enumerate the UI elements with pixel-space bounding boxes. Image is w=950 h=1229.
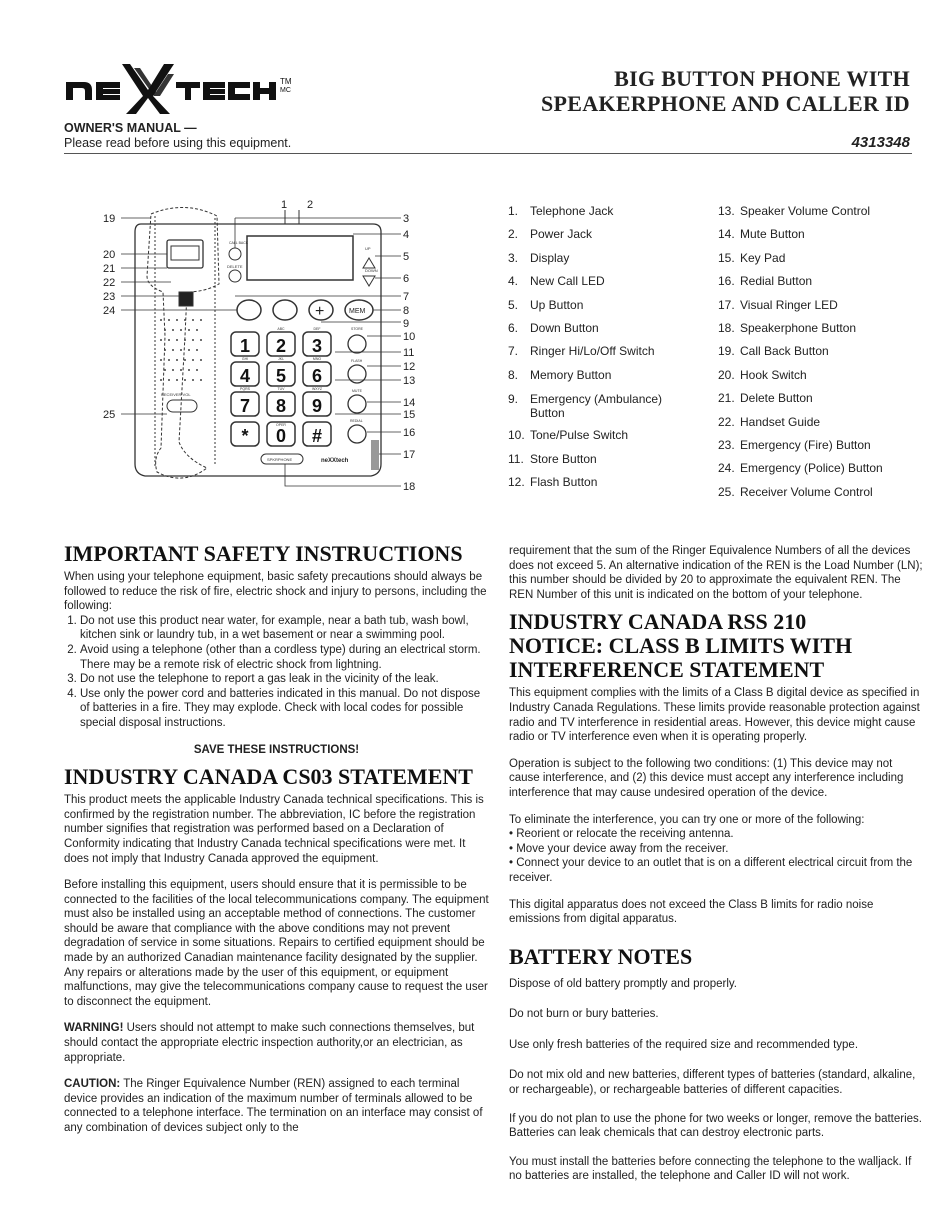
key-7: 7 (239, 396, 251, 416)
legend-item: 21. Delete Button (718, 391, 813, 406)
cs03-heading: INDUSTRY CANADA CS03 STATEMENT (64, 764, 473, 790)
key-2-letters: ABC (277, 327, 285, 331)
rss210-paragraph-4: This digital apparatus does not exceed the Class B limits for radio noise emissions from digital apparatus. (509, 898, 874, 926)
rss210-heading: INDUSTRY CANADA RSS 210 NOTICE: CLASS B LIMITS WITH INTERFERENCE STATEMENT (509, 609, 853, 683)
callout-1: 1 (281, 199, 288, 211)
callout-5: 5 (403, 251, 410, 263)
key-3-letters: DEF (313, 327, 321, 331)
delete-label: DELETE (227, 264, 243, 269)
cs03-continuation: requirement that the sum of the Ringer Equivalence Numbers of all the devices does not exceed 5. An alternative indication of the REN is the Load Number (LN); this number should be divided by 20 to approximate the equivalent REN. The REN Number of this unit is indicated on the bottom of your telephone. (509, 545, 923, 601)
key-0: 0 (275, 426, 287, 446)
safety-item: 3. Do not use the telephone to report a gas leak in the vicinity of the leak. (80, 672, 489, 687)
legend-item: 22. Handset Guide (718, 414, 821, 429)
key-9: 9 (311, 396, 323, 416)
battery-note: Do not mix old and new batteries, different types of batteries (standard, alkaline, or rechargeable), or rechargeable batteries of different capacities. (509, 1069, 916, 1097)
cs03-warning: WARNING! Users should not attempt to make such connections themselves, but should contact the appropriate electric inspection authority,or an electrician, as appropriate. (64, 1022, 475, 1064)
call-back-label: CALL BACK (229, 241, 249, 245)
legend-item: 14. Mute Button (718, 227, 805, 242)
rss210-bullet: • Connect your device to an outlet that is on a different electrical circuit from the receiver. (509, 857, 913, 884)
legend-item: 2. Power Jack (508, 227, 593, 242)
logo-mc: MC (280, 87, 291, 94)
legend-item: 18. Speakerphone Button (718, 321, 857, 336)
title-line-2: SPEAKERPHONE AND CALLER ID (540, 91, 910, 116)
key-3: 3 (311, 336, 323, 356)
store-label: STORE (351, 327, 363, 331)
key-5: 5 (275, 366, 287, 386)
spkrphone-label: SPKRPHONE (267, 457, 293, 462)
callout-7: 7 (403, 291, 410, 303)
redial-label: REDIAL (350, 419, 363, 423)
save-instructions: SAVE THESE INSTRUCTIONS! (193, 743, 360, 756)
callout-23: 23 (103, 291, 116, 303)
key-hash: # (311, 426, 323, 446)
key-4-letters: GHI (241, 357, 249, 361)
callout-14: 14 (403, 397, 416, 409)
battery-note: Do not burn or bury batteries. (509, 1008, 659, 1021)
mute-label: MUTE (352, 389, 362, 393)
rss210-bullets (509, 827, 924, 885)
legend-item: 15. Key Pad (718, 250, 786, 265)
rss210-bullet: • Reorient or relocate the receiving antenna. (509, 828, 734, 841)
rss210-paragraph-2: Operation is subject to the following two conditions: (1) This device may not cause interference, and (2) this device must accept any interference including interference that may cause undesired operation of the device. (509, 757, 904, 799)
legend-item: 13. Speaker Volume Control (718, 204, 871, 218)
key-8-letters: TUV (277, 387, 285, 391)
key-4: 4 (239, 366, 251, 386)
safety-list (64, 614, 489, 731)
down-label: DOWN (365, 268, 378, 273)
receiver-vol-label: RECEIVER VOL (161, 392, 191, 397)
safety-intro: When using your telephone equipment, basic safety precautions should always be followed to reduce the risk of fire, electric shock and injury to persons, including the following: (64, 571, 487, 613)
callout-13: 13 (403, 375, 416, 387)
battery-note: Use only fresh batteries of the required size and recommended type. (509, 1038, 859, 1051)
header-divider (64, 153, 912, 154)
safety-item: 1. Do not use this product near water, for example, near a bath tub, wash bowl, kitchen sink or laundry tub, in a wet basement or near a swimming pool. (80, 614, 489, 643)
legend-item: 7. Ringer Hi/Lo/Off Switch (508, 344, 655, 359)
svg-text:+: + (315, 303, 325, 320)
logo-tm: TM (280, 77, 292, 86)
flash-label: FLASH (351, 359, 363, 363)
phone-diagram (95, 196, 435, 496)
battery-note: You must install the batteries before connecting the telephone to the walljack. If no batteries are installed, the telephone and Caller ID will not work. (509, 1155, 912, 1183)
callout-22: 22 (103, 277, 116, 289)
legend-item: 20. Hook Switch (718, 367, 807, 382)
key-8: 8 (275, 396, 287, 416)
key-star: * (241, 426, 249, 446)
rss210-bullet: • Move your device away from the receiver. (509, 842, 729, 855)
rss210-paragraph-1: This equipment complies with the limits of a Class B digital device as specified in Industry Canada Regulations. These limits provide reasonable protection against radio and TV interference in residential areas. However, this device might cause radio or TV interference even when it is operating properly. (509, 687, 920, 744)
callout-25: 25 (103, 409, 116, 421)
legend-item: 4. New Call LED (508, 274, 605, 289)
legend-item: 5. Up Button (508, 297, 584, 312)
rss210-paragraph-3: To eliminate the interference, you can try one or more of the following: (509, 813, 865, 826)
legend-item: 1. Telephone Jack (508, 204, 614, 218)
key-2: 2 (275, 336, 287, 356)
parts-legend-col-1 (508, 200, 708, 494)
legend-item: 6. Down Button (508, 321, 599, 336)
callout-3: 3 (403, 213, 410, 225)
legend-item: 11. Store Button (508, 451, 597, 466)
battery-note: If you do not plan to use the phone for two weeks or longer, remove the batteries. Batteries can leak chemicals that can destroy electronic parts. (509, 1112, 922, 1140)
owners-manual-subtitle: Please read before using this equipment. (64, 136, 292, 150)
key-6-letters: MNO (312, 357, 322, 361)
product-title (390, 66, 910, 116)
safety-item: 2. Avoid using a telephone (other than a cordless type) during an electrical storm. There may be a remote risk of electric shock from lightning. (80, 643, 489, 672)
legend-item: 19. Call Back Button (718, 344, 829, 359)
callout-15: 15 (403, 409, 416, 421)
title-line-1: BIG BUTTON PHONE WITH (614, 66, 910, 91)
key-9-letters: WXYZ (311, 387, 323, 391)
cs03-paragraph-2: Before installing this equipment, users should ensure that it is permissible to be connected to the facilities of the local telecommunications company. The equipment must also be installed using an acceptable method of connections. The customer should be aware that compliance with the above conditions may not prevent degradation of service in some situations. Repairs to certified equipment should be made by an authorized Canadian maintenance facility designated by the supplier. Any repairs or alterations made by the user of this equipment, or equipment malfunctions, may give the telecommunications company cause to request the user to disconnect the equipment. (64, 879, 489, 1008)
callout-20: 20 (103, 249, 116, 261)
callout-19: 19 (103, 213, 116, 225)
cs03-paragraph-1: This product meets the applicable Industry Canada technical specifications. This is confirmed by the registration number. The abbreviation, IC before the registration number signifies that registration was performed based on a Declaration of Conformity indicating that Industry Canada technical specifications were met. It does not imply that Industry Canada approved the equipment. (64, 794, 484, 865)
callout-9: 9 (403, 318, 410, 330)
legend-item: 23. Emergency (Fire) Button (718, 438, 871, 453)
key-0-letters: OPER (276, 423, 286, 427)
key-5-letters: JKL (277, 357, 285, 361)
callout-11: 11 (403, 347, 415, 359)
callout-12: 12 (403, 361, 416, 373)
nexxtech-logo (64, 60, 304, 116)
legend-item: 17. Visual Ringer LED (718, 297, 838, 312)
callout-16: 16 (403, 427, 416, 439)
mem-label: MEM (349, 308, 366, 315)
callout-24: 24 (103, 305, 116, 317)
legend-item: 12. Flash Button (508, 475, 598, 490)
callout-6: 6 (403, 273, 410, 285)
right-text-column (509, 544, 924, 1196)
callout-8: 8 (403, 305, 410, 317)
legend-item: 25. Receiver Volume Control (718, 484, 873, 499)
callout-10: 10 (403, 331, 416, 343)
parts-legend-col-2 (718, 200, 918, 504)
safety-heading: IMPORTANT SAFETY INSTRUCTIONS (64, 541, 463, 566)
left-text-column (64, 542, 489, 1148)
legend-item: 8. Memory Button (508, 367, 612, 382)
battery-heading: BATTERY NOTES (509, 943, 693, 969)
key-6: 6 (311, 366, 323, 386)
legend-item: 3. Display (508, 250, 570, 265)
legend-item: 10. Tone/Pulse Switch (508, 428, 629, 443)
callout-2: 2 (307, 199, 314, 211)
callout-17: 17 (403, 449, 416, 461)
callout-18: 18 (403, 481, 416, 493)
key-7-letters: PQRS (240, 387, 250, 391)
legend-item: 24. Emergency (Police) Button (718, 461, 883, 476)
callout-4: 4 (403, 229, 410, 241)
battery-note: Dispose of old battery promptly and properly. (509, 977, 737, 990)
up-label: UP (365, 246, 371, 251)
callout-21: 21 (103, 263, 116, 275)
owners-manual-label: OWNER'S MANUAL — (64, 121, 197, 135)
key-1: 1 (239, 336, 251, 356)
legend-item: 16. Redial Button (718, 274, 813, 289)
safety-item: 4. Use only the power cord and batteries indicated in this manual. Do not dispose of batteries in a fire. They may explode. Check with local codes for possible special disposal instructions. (80, 687, 489, 731)
legend-item: 9. Emergency (Ambulance) Button (508, 392, 663, 421)
diagram-brand: neXXtech (321, 458, 349, 464)
cs03-caution: CAUTION: The Ringer Equivalence Number (REN) assigned to each terminal device provides an indication of the maximum number of terminals allowed to be connected to a telephone interface. The termination on an interface may consist of any combination of devices subject only to the (64, 1078, 483, 1134)
model-number: 4313348 (851, 134, 910, 151)
